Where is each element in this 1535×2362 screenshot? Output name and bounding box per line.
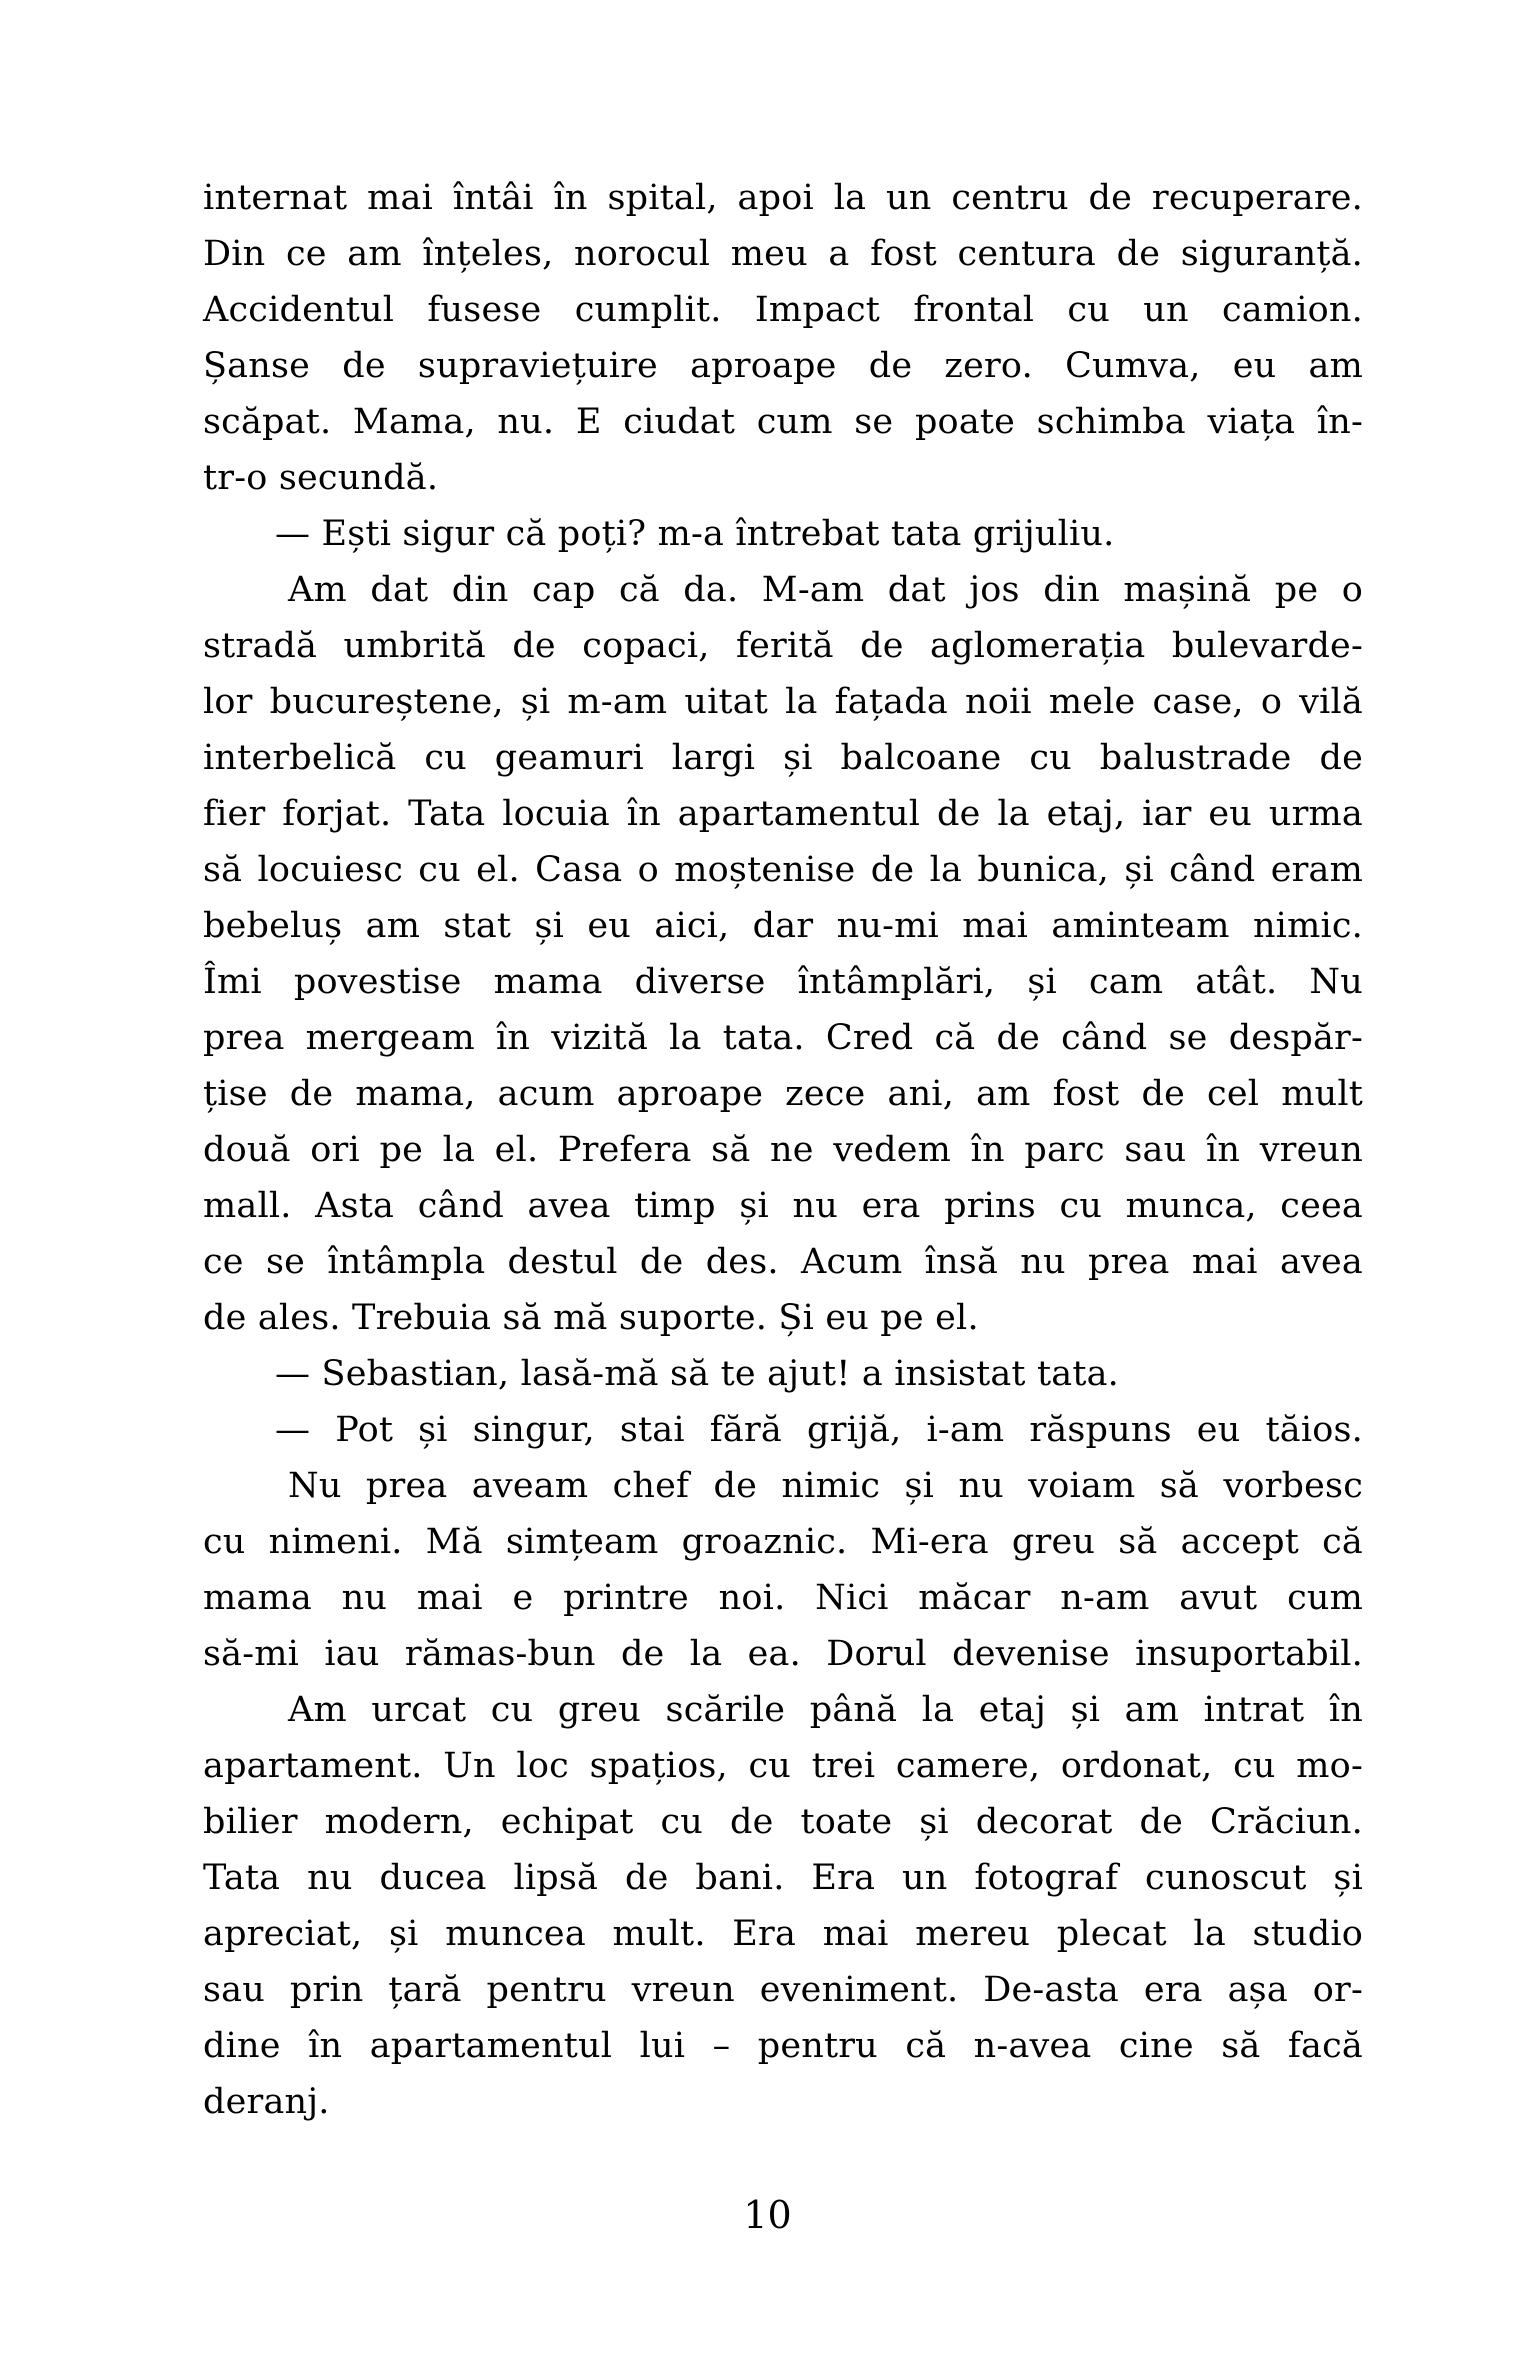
text-line: Din ce am înțeles, norocul meu a fost centura de siguranță. (203, 234, 1363, 274)
text-line: — Ești sigur că poți? m-a întrebat tata grijuliu. (275, 514, 1115, 554)
text-line: apartament. Un loc spațios, cu trei camere, ordonat, cu mo- (203, 1746, 1363, 1786)
page-text (203, 170, 1363, 2130)
text-line: bilier modern, echipat cu de toate și decorat de Crăciun. (203, 1802, 1363, 1842)
text-line: — Pot și singur, stai fără grijă, i-am răspuns eu tăios. (275, 1410, 1363, 1450)
text-line: — Sebastian, lasă-mă să te ajut! a insistat tata. (275, 1354, 1119, 1394)
text-line: Accidentul fusese cumplit. Impact frontal cu un camion. (203, 290, 1363, 330)
text-line: Am urcat cu greu scările până la etaj și am intrat în (288, 1690, 1363, 1730)
text-line: dine în apartamentul lui – pentru că n-avea cine să facă (203, 2026, 1363, 2066)
text-line: de ales. Trebuia să mă suporte. Și eu pe el. (203, 1298, 979, 1338)
text-line: internat mai întâi în spital, apoi la un centru de recuperare. (203, 178, 1363, 218)
text-line: interbelică cu geamuri largi și balcoane cu balustrade de (203, 738, 1363, 778)
text-line: deranj. (203, 2082, 330, 2122)
text-line: apreciat, și muncea mult. Era mai mereu plecat la studio (203, 1914, 1363, 1954)
text-line: mall. Asta când avea timp și nu era prins cu munca, ceea (203, 1186, 1363, 1226)
page-number: 10 (743, 2193, 792, 2237)
text-line: lor bucureștene, și m-am uitat la fațada noii mele case, o vilă (203, 682, 1363, 722)
text-line: să locuiesc cu el. Casa o moștenise de la bunica, și când eram (203, 850, 1363, 890)
text-line: mama nu mai e printre noi. Nici măcar n-am avut cum (203, 1578, 1363, 1618)
text-line: Nu prea aveam chef de nimic și nu voiam să vorbesc (288, 1466, 1363, 1506)
text-line: cu nimeni. Mă simțeam groaznic. Mi-era greu să accept că (203, 1522, 1363, 1562)
text-line: scăpat. Mama, nu. E ciudat cum se poate schimba viața în- (203, 402, 1363, 442)
text-line: Tata nu ducea lipsă de bani. Era un fotograf cunoscut și (203, 1858, 1363, 1898)
text-line: Am dat din cap că da. M-am dat jos din mașină pe o (288, 570, 1363, 610)
text-line: bebeluș am stat și eu aici, dar nu-mi mai aminteam nimic. (203, 906, 1363, 946)
text-line: fier forjat. Tata locuia în apartamentul de la etaj, iar eu urma (203, 794, 1363, 834)
text-line: Șanse de supraviețuire aproape de zero. Cumva, eu am (203, 346, 1363, 386)
text-line: să-mi iau rămas-bun de la ea. Dorul devenise insuportabil. (203, 1634, 1363, 1674)
text-line: prea mergeam în vizită la tata. Cred că de când se despăr- (203, 1018, 1363, 1058)
text-line: două ori pe la el. Prefera să ne vedem în parc sau în vreun (203, 1130, 1363, 1170)
text-line: stradă umbrită de copaci, ferită de aglomerația bulevarde- (203, 626, 1363, 666)
text-line: Îmi povestise mama diverse întâmplări, și cam atât. Nu (203, 962, 1363, 1002)
text-line: sau prin țară pentru vreun eveniment. De-asta era așa or- (203, 1970, 1363, 2010)
text-line: țise de mama, acum aproape zece ani, am fost de cel mult (203, 1074, 1363, 1114)
text-line: ce se întâmpla destul de des. Acum însă nu prea mai avea (203, 1242, 1363, 1282)
text-line: tr-o secundă. (203, 458, 439, 498)
